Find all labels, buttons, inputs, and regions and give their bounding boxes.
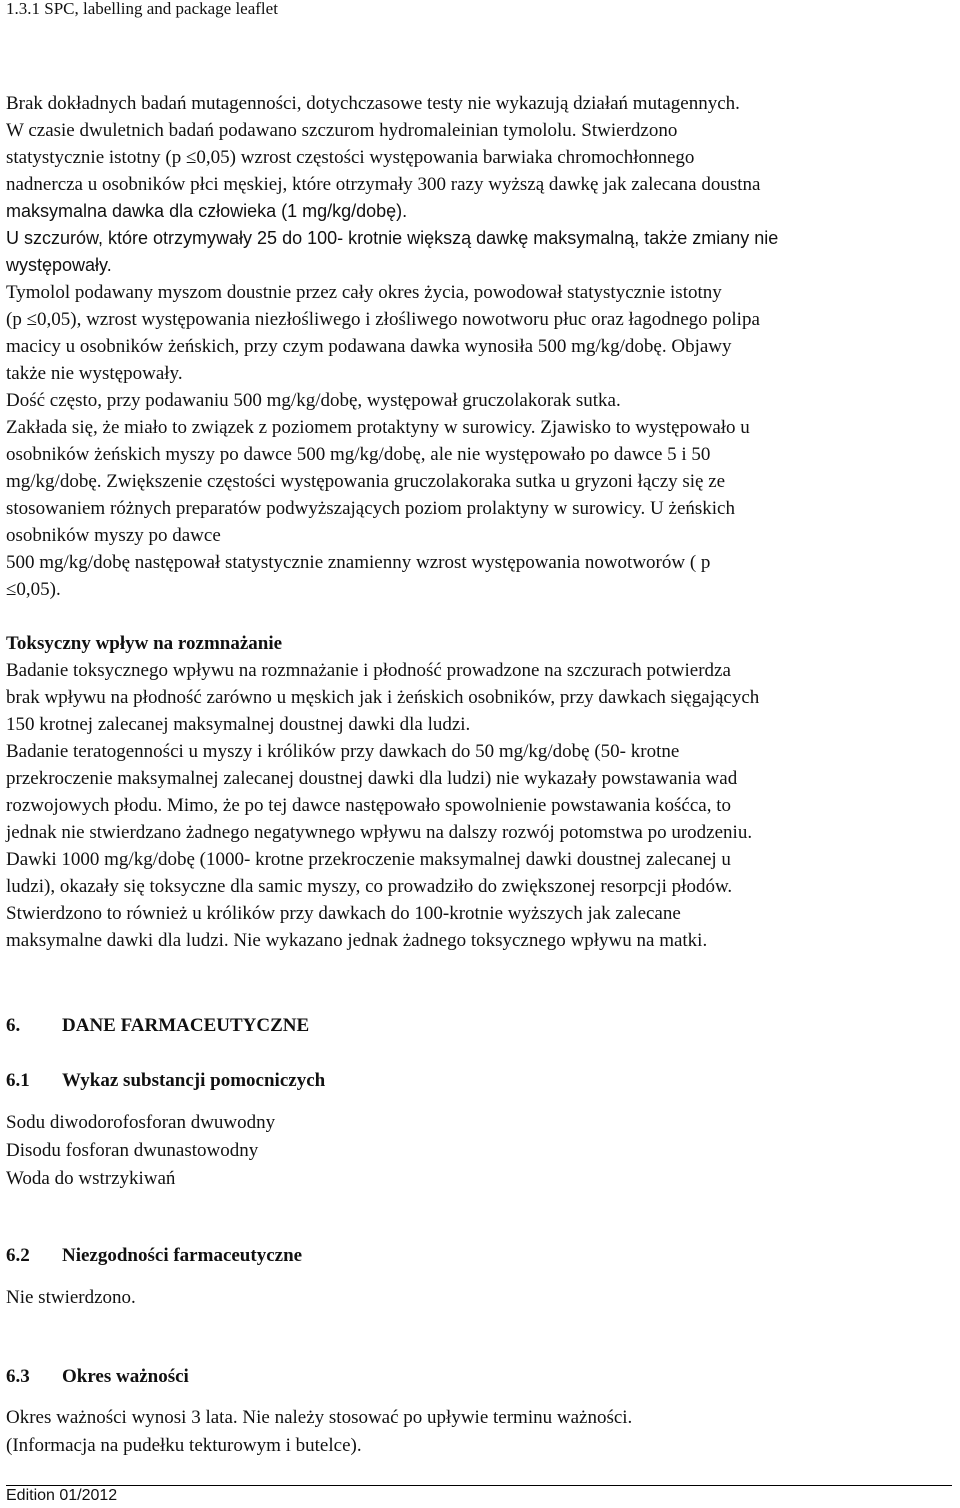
list-item: Disodu fosforan dwunastowodny xyxy=(6,1140,259,1161)
text-line: U szczurów, które otrzymywały 25 do 100- krotnie większą dawkę maksymalną, także zmiany nie xyxy=(6,228,779,248)
section-number: 6.3 xyxy=(6,1366,30,1387)
text-line: rozwojowych płodu. Mimo, że po tej dawce następowało spowolnienie powstawania kośćca, to xyxy=(6,795,731,816)
list-item: Sodu diwodorofosforan dwuwodny xyxy=(6,1112,276,1133)
text-line: brak wpływu na płodność zarówno u męskich jak i żeńskich osobników, przy dawkach sięgających xyxy=(6,687,760,708)
footer-edition: Edition 01/2012 xyxy=(6,1487,118,1504)
text-line: (Informacja na pudełku tekturowym i butelce). xyxy=(6,1435,362,1456)
text-line: maksymalne dawki dla ludzi. Nie wykazano jednak żadnego toksycznego wpływu na matki. xyxy=(6,930,708,951)
text-line: Stwierdzono to również u królików przy dawkach do 100-krotnie wyższych jak zalecane xyxy=(6,903,681,924)
section-number: 6.2 xyxy=(6,1245,30,1266)
text-line: Badanie teratogenności u myszy i królików przy dawkach do 50 mg/kg/dobę (50- krotne xyxy=(6,741,680,762)
section-heading-6 xyxy=(6,1015,309,1037)
text-line: Dość często, przy podawaniu 500 mg/kg/dobę, występował gruczolakorak sutka. xyxy=(6,390,621,411)
text-line: nadnercza u osobników płci męskiej, które otrzymały 300 razy wyższą dawkę jak zalecana doustna xyxy=(6,174,761,195)
text-line: 150 krotnej zalecanej maksymalnej doustnej dawki dla ludzi. xyxy=(6,714,471,735)
section-title: DANE FARMACEUTYCZNE xyxy=(62,1015,310,1036)
section-number: 6.1 xyxy=(6,1070,30,1091)
section-title: Niezgodności farmaceutyczne xyxy=(62,1245,303,1266)
shelf-life-text xyxy=(6,1404,632,1460)
text-line: Zakłada się, że miało to związek z poziomem protaktyny w surowicy. Zjawisko to występowało u xyxy=(6,417,750,438)
section-number: 6. xyxy=(6,1015,21,1036)
text-line: macicy u osobników żeńskich, przy czym podawana dawka wynosiła 500 mg/kg/dobę. Objawy xyxy=(6,336,732,357)
text-line: osobników myszy po dawce xyxy=(6,525,221,546)
text-line: statystycznie istotny (p ≤0,05) wzrost częstości występowania barwiaka chromochłonnego xyxy=(6,147,695,168)
text-line: Nie stwierdzono. xyxy=(6,1287,136,1308)
text-line: osobników żeńskich myszy po dawce 500 mg/kg/dobę, ale nie występowało po dawce 5 i 50 xyxy=(6,444,711,465)
text-line: stosowaniem różnych preparatów podwyższających poziom prolaktyny w surowicy. U żeńskich xyxy=(6,498,735,519)
text-line: mg/kg/dobę. Zwiększenie częstości występowania gruczolakoraka sutka u gryzoni łączy się ze xyxy=(6,471,726,492)
section-heading-6-1 xyxy=(6,1070,325,1092)
text-line: Dawki 1000 mg/kg/dobę (1000- krotne przekroczenie maksymalnej dawki doustnej zalecanej u xyxy=(6,849,731,870)
text-line: Badanie toksycznego wpływu na rozmnażanie i płodność prowadzone na szczurach potwierdza xyxy=(6,660,731,681)
section-heading-6-2 xyxy=(6,1245,302,1267)
list-item: Woda do wstrzykiwań xyxy=(6,1168,176,1189)
section-title: Okres ważności xyxy=(62,1366,189,1387)
text-line: maksymalna dawka dla człowieka (1 mg/kg/dobę). xyxy=(6,201,408,221)
text-line: także nie występowały. xyxy=(6,363,183,384)
incompatibilities-text xyxy=(6,1284,136,1312)
text-line: występowały. xyxy=(6,255,112,275)
text-line: przekroczenie maksymalnej zalecanej doustnej dawki dla ludzi) nie wykazały powstawania wad xyxy=(6,768,738,789)
section-heading-toxicity: Toksyczny wpływ na rozmnażanie xyxy=(6,633,283,654)
text-line: jednak nie stwierdzano żadnego negatywnego wpływu na dalszy rozwój potomstwa po urodzeniu. xyxy=(6,822,753,843)
footer-divider xyxy=(6,1485,952,1486)
section-heading-6-3 xyxy=(6,1366,189,1388)
document-header: 1.3.1 SPC, labelling and package leaflet xyxy=(6,0,278,18)
text-line: Brak dokładnych badań mutagenności, dotychczasowe testy nie wykazują działań mutagennych. xyxy=(6,93,740,114)
text-line: 500 mg/kg/dobę następował statystycznie znamienny wzrost występowania nowotworów ( p xyxy=(6,552,711,573)
section-title: Wykaz substancji pomocniczych xyxy=(62,1070,326,1091)
text-line: Tymolol podawany myszom doustnie przez cały okres życia, powodował statystycznie istotny xyxy=(6,282,722,303)
text-line: ≤0,05). xyxy=(6,579,61,600)
text-line: ludzi), okazały się toksyczne dla samic myszy, co prowadziło do zwiększonej resorpcji płodów. xyxy=(6,876,733,897)
text-line: W czasie dwuletnich badań podawano szczurom hydromaleinian tymololu. Stwierdzono xyxy=(6,120,678,141)
text-line: Okres ważności wynosi 3 lata. Nie należy stosować po upływie terminu ważności. xyxy=(6,1407,633,1428)
text-line: (p ≤0,05), wzrost występowania niezłośliwego i złośliwego nowotworu płuc oraz łagodnego polipa xyxy=(6,309,760,330)
excipients-list xyxy=(6,1109,275,1193)
body-text xyxy=(6,90,952,954)
